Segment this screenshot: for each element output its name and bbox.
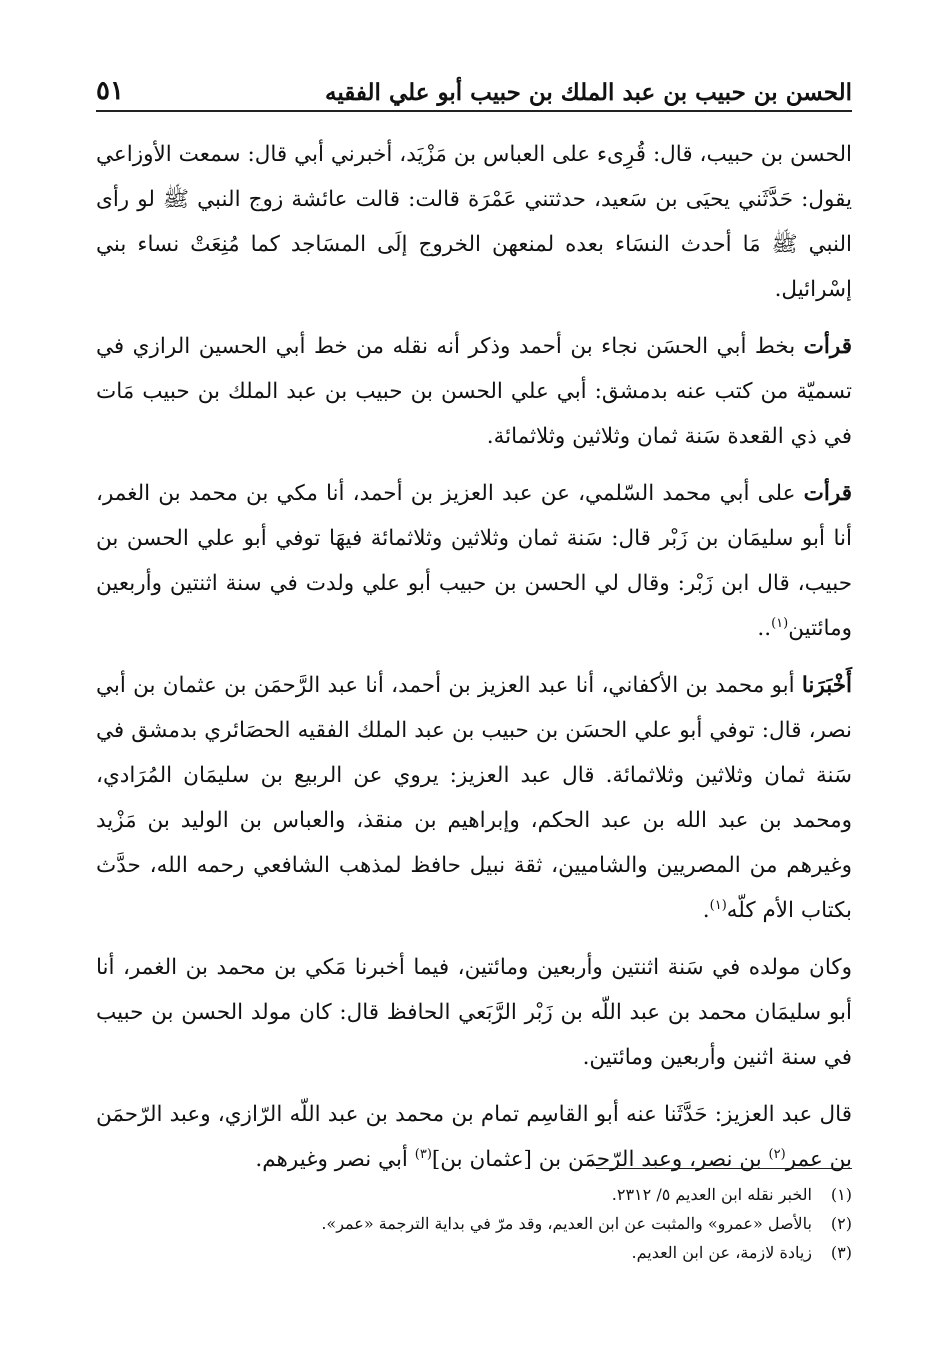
paragraph-lead-word: أَخْبَرَنا bbox=[801, 673, 852, 698]
paragraph-tail: .. bbox=[757, 616, 772, 641]
paragraph-5 bbox=[96, 945, 852, 1080]
page-number: ٥١ bbox=[96, 76, 124, 106]
paragraph-lead-word: قرأت bbox=[803, 334, 852, 359]
paragraph-text: أبو محمد بن الأكفاني، أنا عبد العزيز بن أحمد، أنا عبد الرَّحمَن بن عثمان بن أبي نصر، قال: توفي أبو علي الحسَن بن حبيب بن عبد الملك الفقيه الحصَائري بدمشق في سَنة ثمان وثلاثين وثلاثمائة. قال عبد العزيز: يروي عن الربيع بن سليمَان المُرَادي، ومحمد بن عبد الله بن عبد الحكم، وإبراهيم بن منقذ، والعباس بن الوليد بن مَزْيد وغيرهم من المصريين والشاميين، ثقة نبيل حافظ لمذهب الشافعي رحمه الله، حدَّث بكتاب الأم كلّه bbox=[96, 673, 852, 923]
header-title: الحسن بن حبيب بن عبد الملك بن حبيب أبو علي الفقيه bbox=[325, 79, 852, 106]
footnote-text: بالأصل «عمرو» والمثبت عن ابن العديم، وقد مرّ في بداية الترجمة «عمر». bbox=[321, 1214, 812, 1233]
footnote-number: (٣) bbox=[830, 1243, 852, 1262]
footnote-2 bbox=[96, 1209, 852, 1238]
running-header bbox=[96, 60, 852, 106]
paragraph-3 bbox=[96, 471, 852, 651]
footnote-ref: (٢) bbox=[768, 1146, 786, 1162]
paragraph-text: بخط أبي الحسَن نجاء بن أحمد وذكر أنه نقله من خط أبي الحسين الرازي في تسميّة من كتب عنه بدمشق: أبي علي الحسن بن حبيب بن عبد الملك بن حبيب مَات في ذي القعدة سَنة ثمان وثلاثين وثلاثمائة. bbox=[96, 334, 852, 449]
paragraph-1 bbox=[96, 132, 852, 312]
paragraph-text: الحسن بن حبيب، قال: قُرِىء على العباس بن مَزْيَد، أخبرني أبي قال: سمعت الأوزاعي يقول: حَدَّثَني يحيَى بن سَعيد، حدثتني عَمْرَة قالت: قالت عائشة زوج النبي ﷺ لو رأى النبي ﷺ مَا أحدث النسَاء بعده لمنعهن الخروج إلَى المسَاجد كما مُنِعَتْ نساء بني إسْرائيل. bbox=[96, 142, 852, 302]
footnote-ref: (١) bbox=[771, 615, 789, 631]
footnote-text: زيادة لازمة، عن ابن العديم. bbox=[631, 1243, 812, 1262]
footnote-number: (٢) bbox=[830, 1214, 852, 1233]
footnotes bbox=[96, 1180, 852, 1267]
paragraph-lead-word: قرأت bbox=[803, 481, 852, 506]
footnote-3 bbox=[96, 1238, 852, 1267]
paragraph-tail: . bbox=[702, 898, 710, 923]
footnote-number: (١) bbox=[830, 1185, 852, 1204]
footnote-ref: (٣) bbox=[414, 1146, 432, 1162]
footnote-ref: (١) bbox=[709, 897, 727, 913]
paragraph-4 bbox=[96, 663, 852, 933]
paragraph-text: قال عبد العزيز: حَدَّثَنا عنه أبو القاسِم تمام بن محمد بن عبد اللّه الرّازي، وعبد الرّحمَن بن عمر bbox=[96, 1102, 852, 1172]
paragraph-text: وكان مولده في سَنة اثنتين وأربعين ومائتين، فيما أخبرنا مَكي بن محمد بن الغمر، أنا أبو سليمَان محمد بن عبد اللّه بن زَبْر الرَّبَعي الحافظ قال: كان مولد الحسن بن حبيب في سنة اثنين وأربعين ومائتين. bbox=[96, 955, 852, 1070]
paragraph-tail: أبي نصر وغيرهم. bbox=[255, 1147, 415, 1172]
paragraph-text: على أبي محمد السّلمي، عن عبد العزيز بن أحمد، أنا مكي بن محمد بن الغمر، أنا أبو سليمَان بن زَبْر قال: سَنة ثمان وثلاثين وثلاثمائة فيهَا توفي أبو علي الحسن بن حبيب، قال ابن زَبْر: وقال لي الحسن بن حبيب أبو علي ولدت في سنة اثنتين وأربعين ومائتين bbox=[96, 481, 852, 641]
header-rule bbox=[96, 110, 852, 112]
footnote-1 bbox=[96, 1180, 852, 1209]
footnote-text: الخبر نقله ابن العديم ٥/ ٢٣١٢. bbox=[611, 1185, 812, 1204]
paragraph-tail: بن نصر، وعبد الرّحمَن بن [عثمان بن] bbox=[431, 1147, 769, 1172]
main-text bbox=[96, 132, 852, 1182]
footnote-rule bbox=[596, 1168, 852, 1169]
paragraph-2 bbox=[96, 324, 852, 459]
